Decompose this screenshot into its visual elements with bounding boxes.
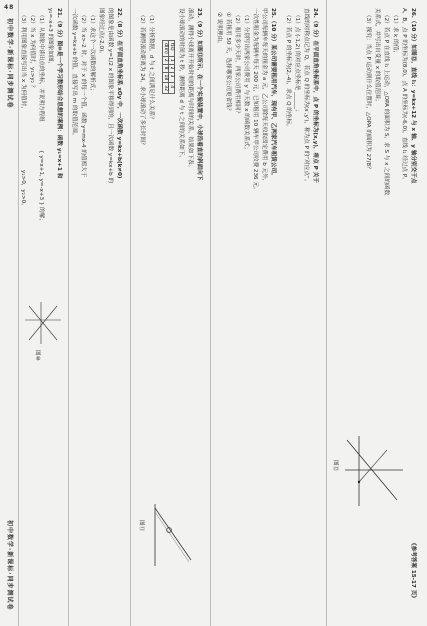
q21-part3b: y₁>0，y₂>0。: [20, 170, 26, 209]
divider-3: [130, 0, 131, 626]
q23-part2: （2）若测得滚动距离为 24，求小球滚动了多长时间？: [139, 12, 145, 148]
table-cell: 18: [163, 72, 169, 83]
q25-part1: （1）分别写出两家公司费用 y 与天数 x 的函数关系式；: [243, 12, 249, 153]
q22-line2: 的图象是由函数 y=1/2 x 的图象平移得到的，且一次函数 y=kx+b 的: [107, 8, 113, 184]
q25-part3: ① 若租用 50 天，选择哪家公司更省钱？: [225, 12, 231, 114]
q26-stem: 26.（10 分）如图⑫，直线 l₁：y=kx+12 与 x 轴、y 轴分别交于点: [410, 8, 416, 184]
divider-5: [326, 0, 327, 626]
answer-reference: 《参考答案 15-17 页》: [410, 540, 416, 601]
table-cell: 8: [163, 64, 169, 72]
figure-12-caption: 图⑫: [332, 460, 338, 472]
q25-part2: （2）租用多少天时，两家公司费用相同？: [234, 12, 240, 117]
q21-stem: 21.（9 分）图⑩是一个学习数形结合思想的案例：函数 y₁=x+1 和: [56, 8, 62, 179]
figure-11-caption: 图⑪: [138, 520, 144, 532]
q23-data-table: [162, 40, 175, 94]
running-title-left: 初中数学·新课标·同步测试卷: [6, 18, 13, 109]
table-cell: 2: [163, 56, 169, 64]
table-row: [169, 41, 175, 94]
divider-2: [68, 0, 69, 626]
q23-line3: 设小球滚动的时间为 t 秒，测得距离 d 与 t 之间的关系如下。: [178, 8, 184, 161]
running-title-right: 初中数学·新课标·同步测试卷: [6, 520, 13, 611]
table-cell: 4: [169, 83, 175, 94]
q21-part3: （3）利用图象直接写出当 x 为何值时，: [20, 12, 26, 112]
q25-line2: 甲公司每辆车每天的租金为 a 元，乙公司除每天收取固定费用 b 元外，: [261, 8, 267, 185]
q21-part2: （2）当 x 为何值时，y₁>y₂ ？: [29, 12, 35, 91]
q26-line2: A，B，点 P 的坐标为(8,0)，点 A 的坐标为(-6,0)，直线 l₂ 经过点 P。: [401, 8, 407, 183]
figure-11-incline: [149, 500, 199, 570]
q23-line2: 滚动，测得小球离开开始时刻的距离与时间的关系，结果如下表。: [187, 8, 193, 171]
q22-part2b: 一次函数 y=kx+b 的值，直接写出 m 的取值范围。: [71, 8, 77, 139]
q25-line3: 一次性租金为每辆车每天 200 元，已知租用 10 辆车甲公司收费 236 元。: [252, 8, 258, 193]
q21-part1: （1）从图象中读出点的坐标，并说明方程组: [38, 12, 44, 122]
q24-stem: 24.（9 分）在平面直角坐标系中，点 P 的坐标为(x,y)，将点 P 关于: [312, 8, 318, 183]
table-cell: 2: [169, 64, 175, 72]
figure-10-caption: 图⑩: [34, 350, 40, 361]
divider-4: [210, 0, 211, 626]
q25-stem: 25.（10 分）某公司需要租用汽车，现有甲、乙两家汽车租赁公司，: [270, 8, 276, 179]
q24-part1: （1）点 (-1,2) 的对应点坐标是 ______；: [294, 12, 300, 115]
page-number: 48: [4, 4, 15, 11]
table-cell: t(s): [169, 41, 175, 57]
q24-line2: 直线的对称点记为 Q，若点 Q 的坐标为(x′,y′)，称为点 P 的“对应点”。: [303, 8, 309, 185]
q26-part3: （3）探究：当点 P 运动到什么位置时，△OPA 的面积为 27/8？: [365, 12, 371, 172]
table-cell: 1: [169, 56, 175, 64]
figure-10-graph: [23, 300, 63, 346]
q26-part1: （1）求 k 的值；: [392, 12, 398, 56]
q22-part1: （1）求这个一次函数的解析式；: [89, 12, 95, 94]
q22-line3: 图象经过点(-2,0)。: [98, 8, 104, 57]
q26-part2: （2）若点 P 在直线 l₁ 上运动，△OPA 的面积为 S，求 S 与 x 之间的函数: [383, 12, 389, 196]
table-cell: 3: [169, 72, 175, 83]
q21-system: { y=x+1, y=-x+3 } 的解；: [38, 150, 44, 224]
table-row: [163, 41, 169, 94]
q23-part1: （1）分析数据，d 与 t 之间满足什么关系？: [148, 12, 154, 122]
q24-part2: （2）若点 P 的坐标为(2,-4)，求点 Q 的坐标。: [285, 12, 291, 130]
q21-line2: y₂=-x+3 的图象如图，: [47, 8, 53, 68]
figure-12-graph: [341, 430, 407, 510]
table-cell: 32: [163, 83, 169, 94]
q26-part2b: 关系式，并写出自变量 x 的取值范围；: [374, 8, 380, 105]
q22-stem: 22.（8 分）在平面直角坐标系 xOy 中，一次函数 y=kx+b(k≠0): [116, 8, 122, 179]
q22-part2: （2）当 x>-2 时，对于 x 的每一个值，函数 y=mx-4 的值都大于: [80, 12, 86, 178]
table-cell: d(m): [163, 41, 169, 57]
q23-stem: 23.（9 分）如图⑪所示，在一个实验装置中，小球沿着直的斜面向下: [196, 8, 202, 181]
q25-part4: ② 说明理由。: [216, 12, 222, 47]
